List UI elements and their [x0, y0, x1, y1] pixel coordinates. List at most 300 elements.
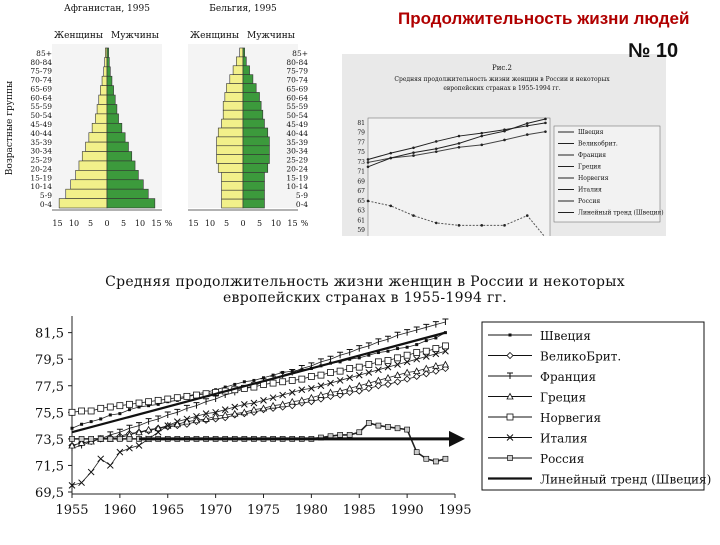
- pyramid-female-bar: [240, 48, 243, 57]
- small-data-point: [526, 133, 529, 136]
- main-data-point: [396, 347, 399, 350]
- main-data-point: [404, 359, 410, 365]
- main-data-point: [442, 343, 448, 349]
- main-legend-box: [482, 322, 704, 490]
- small-data-point: [544, 130, 547, 133]
- main-data-point: [136, 423, 142, 429]
- main-data-point: [337, 377, 343, 383]
- pyramid-age-label-left: 25-29: [30, 155, 52, 165]
- pyramid-male-bar: [243, 128, 268, 137]
- pyramid-female-bar: [82, 152, 107, 161]
- pyramid-age-label-right: 50-54: [286, 111, 308, 121]
- main-data-point: [414, 327, 420, 333]
- main-data-point: [318, 383, 324, 389]
- main-x-tick: 1975: [246, 503, 281, 518]
- small-data-point: [435, 150, 438, 153]
- small-data-point: [480, 224, 483, 227]
- pyramid-age-label-left: 60-64: [30, 93, 52, 103]
- main-data-point: [375, 383, 381, 389]
- main-data-point: [405, 427, 410, 432]
- small-data-point: [480, 144, 483, 147]
- main-data-point: [299, 376, 305, 382]
- pyramid-x-tick: %: [300, 219, 309, 228]
- main-y-tick: 77,5: [35, 379, 64, 395]
- pyramid-age-label-left: 65-69: [30, 84, 52, 94]
- pyramid-male-bar: [243, 75, 253, 84]
- main-chart-panel: [0, 236, 720, 540]
- main-legend-label: Греция: [540, 390, 587, 405]
- population-pyramid-panel: [0, 0, 318, 232]
- main-data-point: [289, 389, 295, 395]
- main-data-point: [385, 424, 390, 429]
- main-legend-label: Линейный тренд (Швеция): [540, 472, 712, 487]
- small-chart-caption: европейских странах в 1955-1994 гг.: [443, 85, 561, 92]
- small-data-point: [544, 118, 547, 121]
- pyramid-x-tick: 15: [287, 219, 298, 228]
- pyramid-male-bar: [107, 189, 148, 198]
- main-data-point: [107, 404, 113, 410]
- main-data-point: [404, 330, 410, 336]
- main-data-point: [328, 369, 334, 375]
- pyramid-x-tick: 10: [68, 219, 80, 228]
- main-data-point: [328, 356, 334, 362]
- small-data-point: [389, 152, 392, 155]
- pyramid-female-bar: [223, 110, 243, 119]
- pyramid-title: Бельгия, 1995: [209, 4, 277, 14]
- main-data-point: [308, 373, 314, 379]
- small-data-point: [412, 154, 415, 157]
- small-y-tick: 59: [357, 227, 365, 235]
- small-chart-header: Рис.2: [492, 64, 512, 72]
- pyramid-female-bar: [230, 75, 243, 84]
- small-y-tick: 65: [357, 197, 365, 205]
- small-data-point: [458, 146, 461, 149]
- pyramid-age-label-right: 55-59: [286, 102, 308, 112]
- pyramid-x-tick: 10: [270, 219, 282, 228]
- pyramid-male-bar: [243, 110, 263, 119]
- main-legend-label: Швеция: [540, 329, 591, 343]
- main-data-point: [126, 401, 132, 407]
- pyramid-x-tick: 5: [87, 219, 94, 228]
- main-data-point: [509, 334, 512, 337]
- main-data-point: [155, 416, 161, 422]
- main-legend-label: ВеликоБрит.: [540, 349, 622, 364]
- small-data-point: [435, 140, 438, 143]
- small-y-tick: 71: [357, 168, 365, 176]
- small-data-point: [458, 224, 461, 227]
- pyramid-male-bar: [243, 137, 269, 146]
- main-data-point: [98, 436, 103, 441]
- pyramid-x-tick: %: [164, 219, 173, 228]
- main-x-tick: 1960: [103, 503, 137, 518]
- main-data-point: [280, 379, 286, 385]
- main-data-point: [165, 396, 171, 402]
- pyramid-age-label-left: 0-4: [39, 200, 52, 209]
- pyramid-female-bar: [89, 133, 107, 142]
- pyramid-y-axis-label: Возрастные группы: [5, 80, 15, 176]
- pyramid-female-bar: [217, 155, 243, 164]
- pyramid-male-bar: [243, 181, 264, 190]
- main-x-tick: 1970: [199, 503, 233, 518]
- pyramid-female-bar: [217, 137, 243, 146]
- small-data-point: [412, 146, 415, 149]
- main-data-point: [395, 362, 401, 368]
- main-data-point: [117, 403, 123, 409]
- main-legend-label: Италия: [540, 431, 588, 446]
- small-y-tick: 69: [357, 178, 365, 186]
- small-data-point: [544, 122, 547, 125]
- main-data-point: [366, 343, 372, 349]
- pyramid-female-bar: [95, 114, 107, 123]
- pyramid-age-label-left: 35-39: [30, 137, 52, 147]
- pyramid-age-label-right: 40-44: [286, 128, 308, 138]
- main-data-point: [404, 352, 410, 358]
- main-data-point: [385, 364, 391, 370]
- small-data-point: [458, 135, 461, 138]
- pyramid-age-label-left: 70-74: [30, 75, 52, 85]
- pyramid-female-bar: [218, 128, 243, 137]
- pyramid-female-bar: [92, 123, 107, 132]
- main-data-point: [442, 362, 448, 368]
- small-data-point: [412, 214, 415, 217]
- pyramid-male-bar: [243, 155, 269, 164]
- small-legend-label: Франция: [578, 152, 607, 159]
- main-data-point: [357, 430, 362, 435]
- main-data-point: [395, 426, 400, 431]
- pyramid-male-bar: [107, 170, 138, 179]
- main-x-tick: 1995: [438, 503, 472, 518]
- pyramid-x-tick: 0: [240, 219, 246, 228]
- main-data-point: [356, 346, 362, 352]
- main-data-point: [127, 436, 132, 441]
- main-data-point: [434, 336, 437, 339]
- main-data-point: [146, 419, 152, 425]
- pyramid-age-label-right: 65-69: [286, 84, 308, 94]
- main-data-point: [232, 404, 238, 410]
- small-legend-label: Великобрит.: [578, 140, 618, 148]
- pyramid-age-label-left: 40-44: [30, 128, 52, 138]
- small-data-point: [435, 222, 438, 225]
- main-data-point: [89, 436, 94, 441]
- main-data-point: [347, 365, 353, 371]
- small-data-point: [412, 151, 415, 154]
- main-data-point: [347, 432, 352, 437]
- pyramid-x-tick: 15: [188, 219, 199, 228]
- pyramid-age-label-right: 5-9: [295, 191, 308, 201]
- main-data-point: [79, 436, 84, 441]
- small-y-tick: 79: [357, 129, 365, 137]
- small-legend-label: Швеция: [578, 129, 604, 136]
- pyramid-x-tick: 15: [52, 219, 63, 228]
- pyramid-age-label-right: 45-49: [286, 120, 308, 129]
- main-data-point: [337, 352, 343, 358]
- pyramid-male-bar: [243, 146, 269, 155]
- pyramid-female-bar: [104, 67, 107, 76]
- main-data-point: [233, 383, 236, 386]
- main-y-tick: 75,5: [35, 406, 64, 422]
- main-data-point: [385, 336, 391, 342]
- main-data-point: [99, 417, 102, 420]
- population-pyramid-chart: [0, 0, 318, 232]
- pyramid-age-label-left: 85+: [36, 48, 52, 58]
- pyramid-female-bar: [66, 189, 107, 198]
- main-data-point: [395, 379, 401, 385]
- pyramid-male-bar: [243, 190, 264, 199]
- main-data-point: [356, 372, 362, 378]
- pyramid-female-bar: [99, 95, 107, 104]
- small-data-point: [367, 161, 370, 164]
- pyramid-age-label-right: 60-64: [286, 93, 308, 103]
- small-data-point: [503, 139, 506, 142]
- pyramid-age-label-left: 30-34: [30, 146, 52, 156]
- pyramid-male-bar: [107, 76, 112, 85]
- pyramid-female-bar: [222, 181, 243, 190]
- pyramid-male-bar: [107, 123, 122, 132]
- pyramid-female-bar: [76, 170, 107, 179]
- small-y-tick: 77: [357, 139, 365, 147]
- main-data-point: [261, 397, 267, 403]
- main-y-tick: 71,5: [35, 459, 64, 475]
- pyramid-female-bar: [59, 199, 107, 208]
- pyramid-x-tick: 5: [120, 219, 127, 228]
- main-data-point: [193, 392, 199, 398]
- main-data-point: [184, 393, 190, 399]
- pyramid-female-bar: [227, 84, 244, 93]
- pyramid-x-tick: 5: [223, 219, 230, 228]
- pyramid-female-bar: [222, 190, 243, 199]
- pyramid-male-bar: [107, 57, 109, 66]
- main-data-point: [414, 450, 419, 455]
- small-data-point: [389, 205, 392, 208]
- pyramid-female-bar: [222, 119, 243, 128]
- pyramid-male-bar: [107, 67, 110, 76]
- pyramid-male-bar: [107, 142, 128, 151]
- main-data-point: [433, 368, 439, 374]
- main-series: [70, 420, 448, 464]
- main-data-point: [433, 322, 439, 328]
- main-data-point: [128, 408, 131, 411]
- pyramid-female-bar: [86, 142, 107, 151]
- main-data-point: [318, 359, 324, 365]
- pyramid-age-label-right: 10-14: [286, 182, 308, 192]
- main-data-point: [136, 400, 142, 406]
- main-legend-label: Россия: [540, 452, 585, 466]
- pyramid-male-bar: [107, 199, 155, 208]
- pyramid-title: Афганистан, 1995: [64, 4, 150, 14]
- main-data-point: [252, 379, 255, 382]
- pyramid-female-bar: [100, 86, 107, 95]
- small-legend-label: Россия: [578, 198, 601, 205]
- main-data-point: [433, 459, 438, 464]
- pyramid-age-label-left: 15-19: [30, 173, 52, 183]
- small-chart-caption: Средняя продолжительность жизни женщин в России и некоторых: [394, 76, 610, 83]
- main-data-point: [423, 371, 429, 377]
- pyramid-male-bar: [107, 161, 135, 170]
- small-data-point: [503, 130, 506, 133]
- main-data-point: [69, 409, 75, 415]
- main-data-point: [414, 356, 420, 362]
- main-data-point: [270, 395, 276, 401]
- main-data-point: [376, 423, 381, 428]
- pyramid-age-label-left: 10-14: [30, 182, 52, 192]
- main-data-point: [395, 332, 401, 338]
- pyramid-age-label-right: 80-84: [286, 57, 308, 67]
- main-data-point: [423, 348, 429, 354]
- main-data-point: [109, 413, 112, 416]
- pyramid-female-bar: [105, 57, 107, 66]
- main-x-tick: 1965: [151, 503, 185, 518]
- small-data-point: [526, 125, 529, 128]
- main-legend-label: Норвегия: [540, 411, 602, 425]
- main-data-point: [90, 420, 93, 423]
- main-data-point: [366, 385, 372, 391]
- main-data-point: [184, 405, 190, 411]
- main-data-point: [280, 392, 286, 398]
- pyramid-female-bar: [222, 172, 243, 181]
- pyramid-right-label: Мужчины: [111, 31, 159, 41]
- main-data-point: [404, 376, 410, 382]
- pyramid-female-bar: [233, 66, 243, 75]
- pyramid-age-label-right: 70-74: [286, 75, 308, 85]
- pyramid-age-label-right: 20-24: [286, 164, 308, 174]
- small-legend-label: Линейный тренд (Швеция): [578, 209, 664, 217]
- main-data-point: [375, 339, 381, 345]
- main-data-point: [203, 399, 209, 405]
- small-data-point: [480, 132, 483, 135]
- main-data-point: [243, 380, 246, 383]
- main-data-point: [88, 408, 94, 414]
- main-data-point: [375, 359, 381, 365]
- slide-title: Продолжительность жизни людей: [398, 9, 690, 28]
- pyramid-female-bar: [218, 164, 243, 173]
- pyramid-female-bar: [225, 92, 243, 101]
- small-y-tick: 75: [357, 149, 365, 157]
- main-data-point: [155, 397, 161, 403]
- main-data-point: [126, 445, 132, 451]
- main-data-point: [80, 423, 83, 426]
- main-data-point: [146, 399, 152, 405]
- pyramid-male-bar: [243, 199, 264, 208]
- main-data-point: [193, 403, 199, 409]
- small-y-tick: 61: [357, 217, 365, 225]
- main-y-tick: 73,5: [35, 432, 64, 448]
- main-series: [69, 319, 448, 451]
- small-legend-label: Италия: [578, 186, 602, 194]
- small-y-tick: 73: [357, 158, 365, 166]
- pyramid-male-bar: [243, 164, 268, 173]
- pyramid-age-label-right: 30-34: [286, 146, 308, 156]
- main-data-point: [425, 339, 428, 342]
- pyramid-age-label-right: 35-39: [286, 137, 308, 147]
- main-chart-title: Средняя продолжительность жизни женщин в России и некоторых: [105, 274, 625, 290]
- pyramid-male-bar: [243, 101, 261, 110]
- pyramid-age-label-left: 75-79: [30, 66, 52, 76]
- main-data-point: [318, 372, 324, 378]
- main-data-point: [415, 343, 418, 346]
- pyramid-male-bar: [107, 95, 115, 104]
- main-data-point: [213, 396, 219, 402]
- pyramid-age-label-left: 20-24: [30, 164, 52, 174]
- main-data-point: [385, 358, 391, 364]
- main-data-point: [356, 364, 362, 370]
- pyramid-male-bar: [243, 84, 256, 93]
- pyramid-age-label-left: 55-59: [30, 102, 52, 112]
- pyramid-female-bar: [217, 146, 243, 155]
- main-data-point: [375, 367, 381, 373]
- pyramid-female-bar: [222, 199, 243, 208]
- pyramid-x-tick: 5: [256, 219, 263, 228]
- main-data-point: [107, 462, 113, 468]
- main-data-point: [347, 350, 353, 356]
- main-data-point: [406, 346, 409, 349]
- main-legend-label: Франция: [540, 370, 597, 384]
- main-data-point: [442, 319, 448, 325]
- main-x-tick: 1980: [294, 503, 328, 518]
- small-data-point: [458, 142, 461, 145]
- main-data-point: [433, 346, 439, 352]
- main-data-point: [423, 324, 429, 330]
- pyramid-age-label-left: 80-84: [30, 57, 52, 67]
- pyramid-age-label-right: 85+: [292, 48, 308, 58]
- pyramid-female-bar: [236, 57, 243, 66]
- main-data-point: [79, 408, 85, 414]
- small-legend-label: Норвегия: [578, 175, 609, 182]
- main-data-point: [424, 456, 429, 461]
- pyramid-male-bar: [107, 152, 132, 161]
- small-data-point: [503, 224, 506, 227]
- pyramid-male-bar: [243, 66, 250, 75]
- main-data-point: [289, 377, 295, 383]
- main-data-point: [356, 388, 362, 394]
- main-data-point: [508, 456, 513, 461]
- pyramid-age-label-left: 45-49: [30, 120, 52, 129]
- main-data-point: [117, 436, 122, 441]
- pyramid-x-tick: 0: [104, 219, 110, 228]
- pyramid-female-bar: [79, 161, 107, 170]
- pyramid-age-label-left: 5-9: [39, 191, 52, 201]
- pyramid-age-label-right: 75-79: [286, 66, 308, 76]
- main-data-point: [328, 380, 334, 386]
- main-data-point: [126, 425, 132, 431]
- main-data-point: [270, 380, 276, 386]
- small-data-point: [526, 122, 529, 125]
- pyramid-female-bar: [102, 76, 107, 85]
- main-x-tick: 1955: [55, 503, 89, 518]
- small-y-tick: 63: [357, 207, 365, 215]
- main-data-point: [338, 432, 343, 437]
- main-data-point: [366, 362, 372, 368]
- main-data-point: [414, 350, 420, 356]
- main-data-point: [337, 368, 343, 374]
- main-x-tick: 1985: [342, 503, 376, 518]
- pyramid-male-bar: [107, 86, 114, 95]
- pyramid-age-label-left: 50-54: [30, 111, 52, 121]
- main-data-point: [98, 405, 104, 411]
- small-data-point: [526, 214, 529, 217]
- small-data-point: [389, 157, 392, 160]
- pyramid-male-bar: [107, 180, 143, 189]
- small-y-tick: 81: [357, 119, 365, 127]
- main-data-point: [386, 350, 389, 353]
- main-data-point: [366, 420, 371, 425]
- main-y-tick: 81,5: [35, 326, 64, 342]
- main-data-point: [70, 436, 75, 441]
- small-y-tick: 67: [357, 188, 365, 196]
- small-data-point: [435, 147, 438, 150]
- main-y-tick: 79,5: [35, 353, 64, 369]
- pyramid-female-bar: [223, 101, 243, 110]
- pyramid-age-label-right: 15-19: [286, 173, 308, 183]
